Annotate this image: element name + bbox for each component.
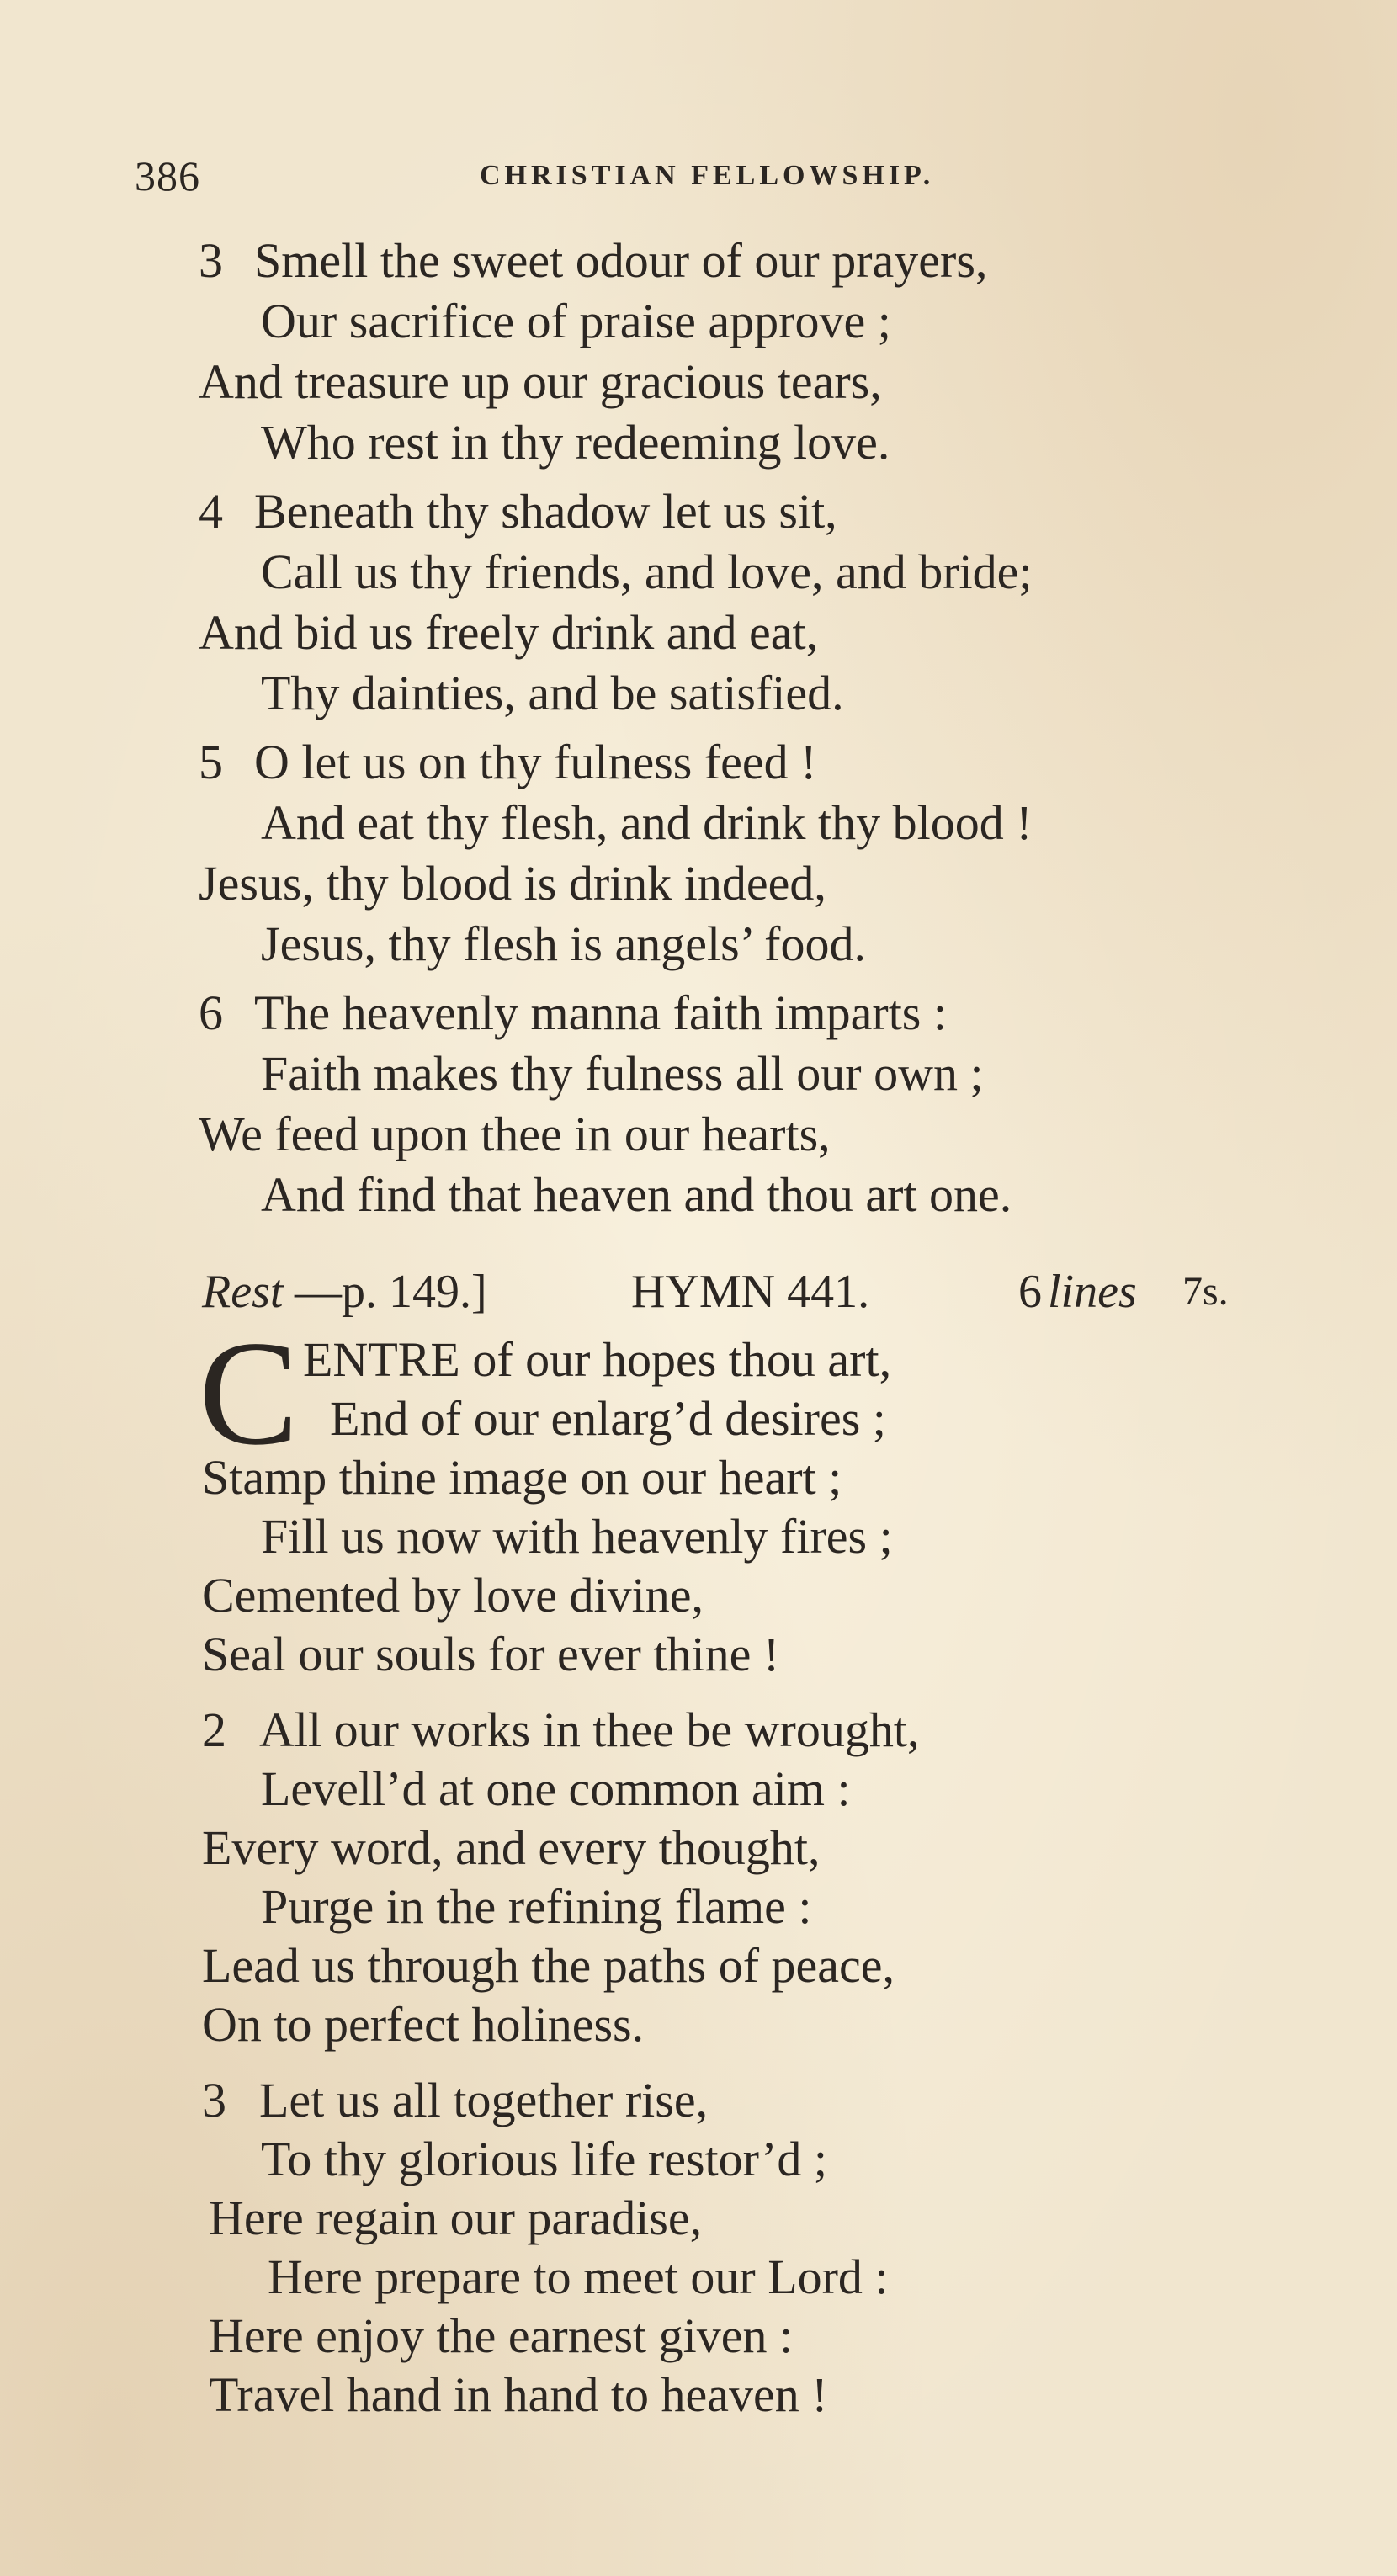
verse-line: Thy dainties, and be satisfied. [261,666,844,720]
verse-line: Levell’d at one common aim : [261,1761,851,1816]
verse-line: Every word, and every thought, [202,1820,821,1875]
verse-line: Cemented by love divine, [202,1568,704,1623]
verse-line: All our works in thee be wrought, [259,1702,920,1757]
verse-line: Lead us through the paths of peace, [202,1938,895,1993]
verse-line: To thy glorious life restor’d ; [261,2132,828,2186]
verse-line: Faith makes thy fulness all our own ; [261,1046,984,1101]
running-title: CHRISTIAN FELLOWSHIP. [480,160,935,191]
verse-line: Jesus, thy flesh is angels’ food. [261,916,866,971]
verse-line: And find that heaven and thou art one. [261,1167,1012,1222]
verse-line: Here regain our paradise, [209,2191,703,2245]
hymn-title: HYMN 441. [631,1266,870,1318]
verse-line: And bid us freely drink and eat, [199,605,819,660]
meter-word: lines [1048,1266,1137,1318]
meter-measure: 7s. [1182,1269,1229,1314]
tune-name: Rest [202,1266,284,1318]
verse-line: O let us on thy fulness feed ! [254,735,817,789]
tune-reference: —p. 149.] [295,1266,487,1318]
verse-line: Travel hand in hand to heaven ! [209,2367,828,2422]
verse-line: Here prepare to meet our Lord : [268,2249,889,2304]
verse-line: Call us thy friends, and love, and bride; [261,544,1033,599]
stanza-number: 2 [202,1702,226,1757]
verse-line: On to perfect holiness. [202,1997,645,2052]
verse-line: The heavenly manna faith imparts : [254,985,947,1040]
verse-line: Our sacrifice of praise approve ; [261,294,891,348]
verse-line: And treasure up our gracious tears, [199,354,882,409]
verse-line: Stamp thine image on our heart ; [202,1450,842,1505]
verse-line: Let us all together rise, [259,2073,709,2127]
verse-line: Jesus, thy blood is drink indeed, [199,856,826,911]
meter-count: 6 [1018,1266,1042,1318]
verse-line: Here enjoy the earnest given : [209,2308,794,2363]
verse-line: Purge in the refining flame : [261,1879,812,1934]
stanza-number: 6 [199,985,223,1040]
hymn-header [202,1262,1262,1321]
verse-line: And eat thy flesh, and drink thy blood ! [261,795,1033,850]
running-head [135,151,1044,202]
stanza-number: 3 [202,2073,226,2127]
verse-line: Fill us now with heavenly fires ; [261,1509,893,1564]
stanza-number: 5 [199,735,223,789]
page-number: 386 [135,152,200,199]
verse-line: We feed upon thee in our hearts, [199,1107,831,1161]
verse-line: End of our enlarg’d desires ; [330,1391,886,1446]
verse-line: ENTRE of our hopes thou art, [303,1332,892,1387]
verse-line: Seal our souls for ever thine ! [202,1627,780,1681]
stanza-number: 4 [199,484,223,539]
drop-cap: C [199,1309,299,1476]
verse-line: Beneath thy shadow let us sit, [254,484,837,539]
verse-line: Who rest in thy redeeming love. [261,415,890,470]
verse-line: Smell the sweet odour of our prayers, [254,233,988,288]
stanza-number: 3 [199,233,223,288]
